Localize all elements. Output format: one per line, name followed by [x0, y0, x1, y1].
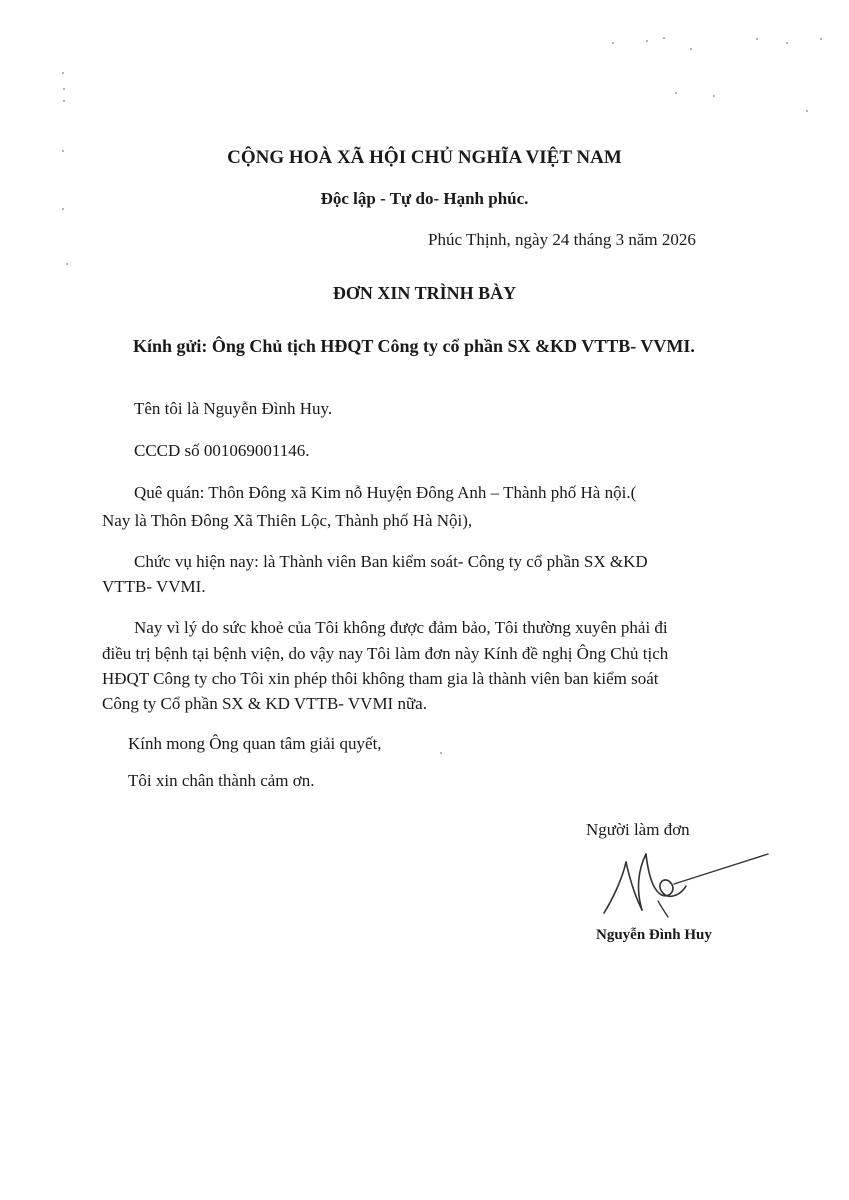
motto: Độc lập - Tự do- Hạnh phúc.	[320, 189, 529, 208]
closing-line-1: Kính mong Ông quan tâm giải quyết,	[128, 734, 382, 753]
position-line-2: VTTB- VVMI.	[102, 577, 206, 596]
recipient-line: Kính gửi: Ông Chủ tịch HĐQT Công ty cổ phần SX &KD VTTB- VVMI.	[133, 336, 695, 356]
reason-line-1: Nay vì lý do sức khoẻ của Tôi không được đảm bảo, Tôi thường xuyên phải đi	[134, 618, 668, 637]
hometown-line-2: Nay là Thôn Đông Xã Thiên Lộc, Thành phố Hà Nội),	[102, 511, 473, 530]
hometown-line-1: Quê quán: Thôn Đông xã Kim nỗ Huyện Đông Anh – Thành phố Hà nội.(	[134, 483, 637, 502]
position-line-1: Chức vụ hiện nay: là Thành viên Ban kiểm soát- Công ty cổ phần SX &KD	[134, 552, 648, 571]
document-title: ĐƠN XIN TRÌNH BÀY	[332, 283, 517, 303]
nation-heading: CỘNG HOÀ XÃ HỘI CHỦ NGHĨA VIỆT NAM	[227, 147, 622, 168]
closing-line-2: Tôi xin chân thành cảm ơn.	[128, 771, 315, 790]
signer-name: Nguyễn Đình Huy	[596, 927, 712, 943]
reason-line-2: điều trị bệnh tại bệnh viện, do vậy nay Tôi làm đơn này Kính đề nghị Ông Chủ tịch	[102, 644, 669, 663]
handwritten-signature	[596, 846, 771, 918]
reason-line-4: Công ty Cổ phần SX & KD VTTB- VVMI nữa.	[102, 694, 427, 713]
name-line: Tên tôi là Nguyễn Đình Huy.	[134, 399, 333, 418]
signer-role: Người làm đơn	[586, 820, 690, 839]
date-line: Phúc Thịnh, ngày 24 tháng 3 năm 2026	[428, 230, 696, 249]
id-line: CCCD số 001069001146.	[134, 441, 310, 460]
reason-line-3: HĐQT Công ty cho Tôi xin phép thôi không tham gia là thành viên ban kiểm soát	[102, 669, 659, 688]
